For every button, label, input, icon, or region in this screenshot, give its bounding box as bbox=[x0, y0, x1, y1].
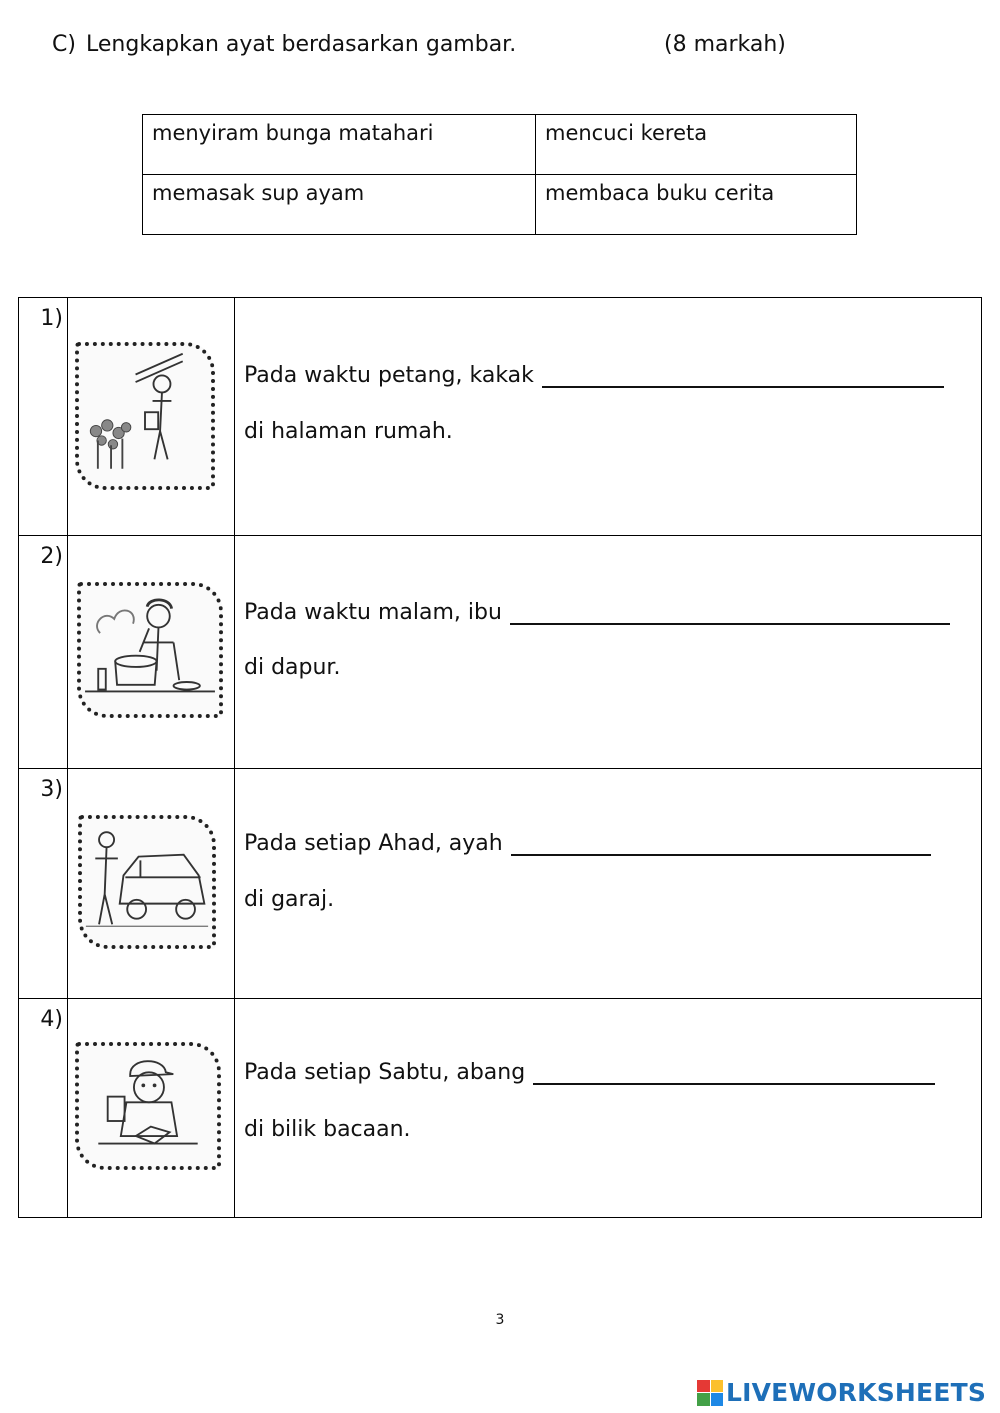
question-row bbox=[19, 298, 982, 536]
word-bank-row bbox=[143, 115, 857, 175]
sentence-line bbox=[244, 1060, 935, 1085]
questions-table bbox=[18, 297, 982, 1218]
word-bank-table bbox=[142, 114, 857, 235]
sentence-start: Pada setiap Sabtu, abang bbox=[244, 1060, 526, 1085]
question-number: 1) bbox=[19, 298, 68, 536]
sentence-end: di garaj. bbox=[244, 887, 335, 912]
word-bank-row bbox=[143, 175, 857, 235]
answer-blank[interactable] bbox=[542, 364, 944, 388]
sentence-cell bbox=[235, 536, 982, 769]
question-number: 2) bbox=[19, 536, 68, 769]
sentence-line bbox=[244, 363, 944, 388]
instruction-text: Lengkapkan ayat berdasarkan gambar. bbox=[86, 32, 517, 57]
word-bank-cell: memasak sup ayam bbox=[143, 175, 536, 235]
picture-cell bbox=[68, 769, 235, 999]
question-number: 4) bbox=[19, 999, 68, 1218]
reading-book-picture bbox=[75, 1042, 221, 1170]
word-bank-cell: mencuci kereta bbox=[536, 115, 857, 175]
sentence-end: di halaman rumah. bbox=[244, 419, 453, 444]
picture-cell bbox=[68, 536, 235, 769]
sentence-cell bbox=[235, 999, 982, 1218]
marks-label: (8 markah) bbox=[664, 32, 786, 57]
answer-blank[interactable] bbox=[510, 601, 950, 625]
picture-cell bbox=[68, 298, 235, 536]
picture-cell bbox=[68, 999, 235, 1218]
question-row bbox=[19, 999, 982, 1218]
word-bank-cell: menyiram bunga matahari bbox=[143, 115, 536, 175]
liveworksheets-icon bbox=[697, 1380, 723, 1406]
answer-blank[interactable] bbox=[533, 1061, 935, 1085]
sentence-cell bbox=[235, 769, 982, 999]
sentence-end: di bilik bacaan. bbox=[244, 1117, 411, 1142]
cooking-picture bbox=[77, 582, 223, 718]
question-number: 3) bbox=[19, 769, 68, 999]
sentence-start: Pada waktu petang, kakak bbox=[244, 363, 534, 388]
sentence-start: Pada setiap Ahad, ayah bbox=[244, 831, 503, 856]
watering-flowers-picture bbox=[75, 342, 215, 490]
sentence-line bbox=[244, 831, 931, 856]
section-letter: C) bbox=[52, 32, 76, 57]
sentence-cell bbox=[235, 298, 982, 536]
question-row bbox=[19, 536, 982, 769]
sentence-start: Pada waktu malam, ibu bbox=[244, 600, 502, 625]
question-row bbox=[19, 769, 982, 999]
washing-car-picture bbox=[78, 815, 216, 949]
word-bank-cell: membaca buku cerita bbox=[536, 175, 857, 235]
sentence-end: di dapur. bbox=[244, 655, 341, 680]
sentence-line bbox=[244, 600, 950, 625]
liveworksheets-logo bbox=[697, 1378, 986, 1407]
answer-blank[interactable] bbox=[511, 832, 931, 856]
page-number: 3 bbox=[495, 1312, 505, 1328]
liveworksheets-text: LIVEWORKSHEETS bbox=[726, 1378, 987, 1407]
